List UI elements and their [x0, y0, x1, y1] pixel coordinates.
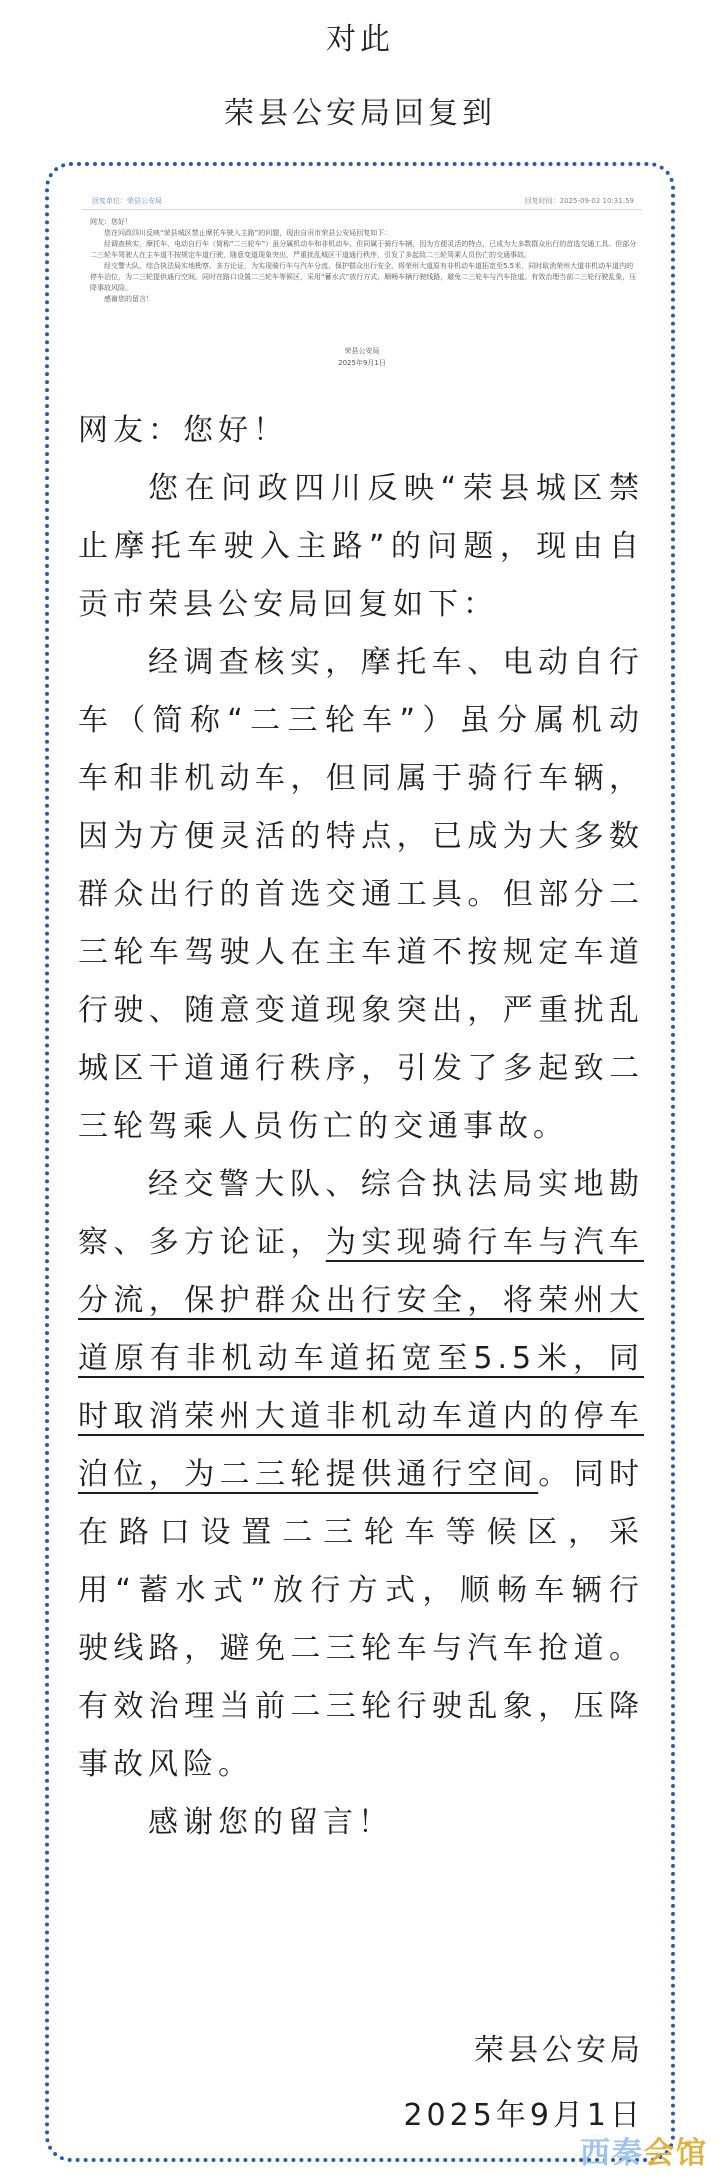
heading-intro: 对此 — [326, 22, 394, 57]
thumbnail-reply-dept: 回复单位：荣县公安局 — [92, 197, 162, 205]
heading-reply-title: 荣县公安局回复到 — [224, 96, 496, 131]
paragraph-intro: 您在问政四川反映“荣县城区禁止摩托车驶入主路”的问题，现由自贡市荣县公安局回复如下： — [78, 471, 644, 622]
greeting: 网友：您好！ — [78, 413, 288, 448]
signature-org: 荣县公安局 — [474, 2033, 644, 2068]
thumbnail-header-bar — [82, 195, 642, 210]
original-reply-thumbnail — [82, 195, 642, 385]
thumbnail-paragraph-2: 经调查核实，摩托车、电动自行车（简称“二三轮车”）虽分属机动车和非机动车，但同属于骑行车辆，因为方便灵活的特点，已成为大多数群众出行的首选交通工具。但部分二三轮车驾驶人在主车道不按规定车道行驶，随意变道现象突出，严重扰乱城区干道通行秩序，引发了多起致二三轮驾乘人员伤亡的交通事故。 — [90, 240, 637, 259]
measures-rest: 。同时在路口设置二三轮车等候区，采用“蓄水式”放行方式，顺畅车辆行驶线路，避免二三轮车与汽车抢道。有效治理当前二三轮行驶乱象，压降事故风险。 — [78, 1457, 645, 1782]
thumbnail-paragraph-3: 经交警大队、综合执法局实地勘察、多方论证，为实现骑行车与汽车分流，保护群众出行安全，将荣州大道原有非机动车道拓宽至5.5米，同时取消荣州大道非机动车道内的停车泊位，为二三轮提供通行空间。同时在路口设置二三轮车等候区，采用“蓄水式”放行方式，顺畅车辆行驶线路，避免二三轮车与汽车抢道。有效治理当前二三轮行驶乱象，压降事故风险。 — [90, 262, 637, 292]
thumbnail-thanks: 感谢您的留言！ — [104, 295, 153, 303]
paragraph-measures — [78, 1156, 644, 1794]
thumbnail-sign-date: 2025年9月1日 — [338, 359, 386, 367]
thumbnail-signature — [82, 345, 642, 369]
reply-content — [78, 402, 644, 1852]
thumbnail-body — [90, 217, 638, 305]
measures-lead: 经交警大队、综合执法局实地勘察、多方论证， — [78, 1167, 644, 1260]
thanks-line: 感谢您的留言！ — [148, 1805, 393, 1840]
measures-underlined: 为实现骑行车与汽车分流，保护群众出行安全，将荣州大道原有非机动车道拓宽至5.5米，同时取消荣州大道非机动车道内的停车泊位，为二三轮提供通行空间 — [78, 1225, 645, 1492]
thumbnail-paragraph-1: 您在问政四川反映“荣县城区禁止摩托车驶入主路”的问题，现由自贡市荣县公安局回复如下： — [104, 229, 392, 237]
paragraph-findings: 经调查核实，摩托车、电动自行车（简称“二三轮车”）虽分属机动车和非机动车，但同属于骑行车辆，因为方便灵活的特点，已成为大多数群众出行的首选交通工具。但部分二三轮车驾驶人在主车道不按规定车道行驶、随意变道现象突出，严重扰乱城区干道通行秩序，引发了多起致二三轮驾乘人员伤亡的交通事故。 — [78, 645, 644, 1144]
watermark-logo — [580, 2128, 708, 2172]
thumbnail-reply-time: 回复时间：2025-09-02 10:31:59 — [524, 197, 634, 205]
thumbnail-sign-org: 荣县公安局 — [344, 347, 380, 355]
watermark-part-1: 西秦 — [580, 2136, 644, 2171]
thumbnail-greeting: 网友：您好！ — [90, 218, 132, 226]
signature-date: 2025年9月1日 — [403, 2098, 644, 2133]
watermark-part-2: 会馆 — [644, 2136, 708, 2171]
